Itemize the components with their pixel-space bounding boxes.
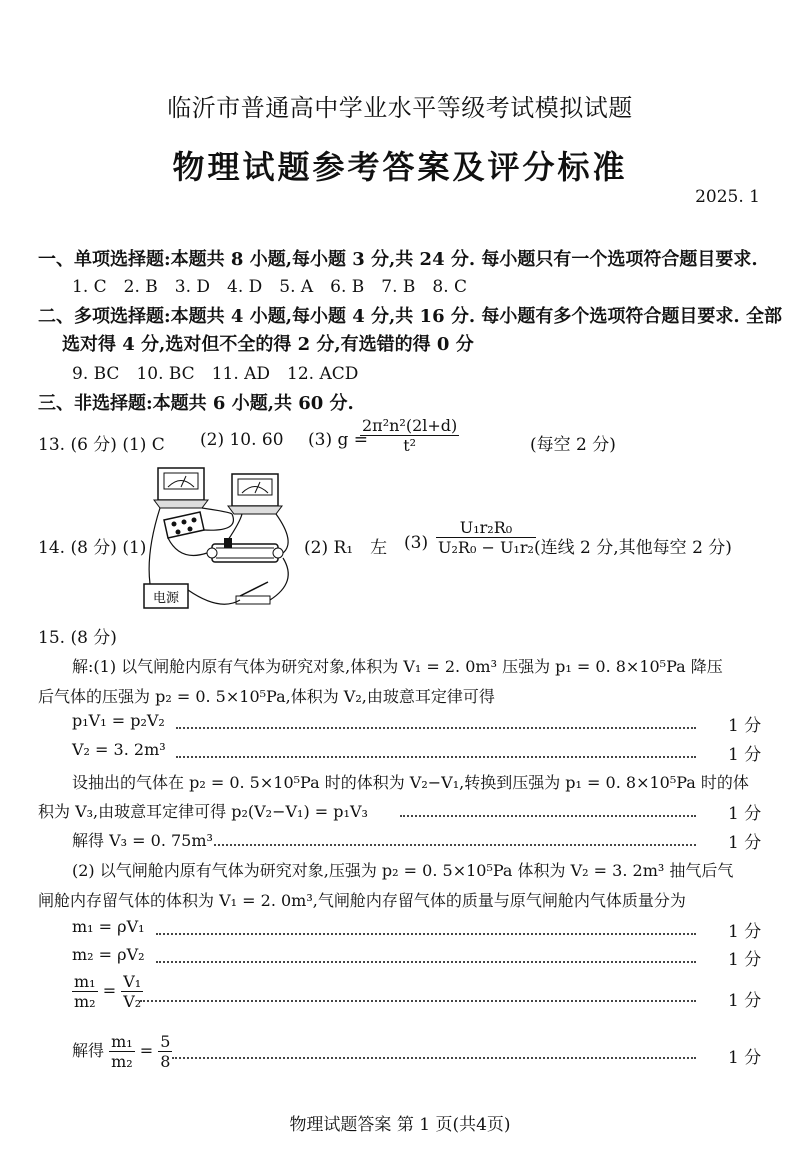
circuit-diagram	[140, 462, 300, 612]
q15-eq3-score: 1 分	[728, 833, 762, 853]
q13-part2: (2) 10. 60	[200, 430, 284, 450]
exam-title: 临沂市普通高中学业水平等级考试模拟试题	[167, 94, 633, 122]
leader-dots	[156, 961, 696, 963]
q15-eq6-den-left: m₂	[74, 992, 96, 1011]
leader-dots	[176, 756, 696, 758]
q15-eq5: m₂ = ρV₂	[72, 945, 145, 964]
q15-p2-line1: 设抽出的气体在 p₂ = 0. 5×10⁵Pa 时的体积为 V₂−V₁,转换到压强为 p₁ = 0. 8×10⁵Pa 时的体	[72, 773, 749, 792]
q14-part3-prefix: (3)	[404, 533, 429, 553]
q13-part3-prefix: (3) g =	[308, 430, 369, 450]
q13-formula-denominator: t²	[403, 436, 417, 455]
q15-p3-line2: 闸舱内存留气体的体积为 V₁ = 2. 0m³,气闸舱内存留气体的质量与原气闸舱内气体质量分为	[38, 891, 686, 910]
q15-eq7-prefix: 解得	[72, 1041, 105, 1060]
q14-note: (连线 2 分,其他每空 2 分)	[534, 538, 732, 558]
q15-eq6-score: 1 分	[728, 991, 762, 1011]
q14-formula-numerator: U₁r₂R₀	[436, 518, 536, 538]
section3-heading: 三、非选择题:本题共 6 小题,共 60 分.	[38, 393, 354, 414]
q15-eq6-num-left: m₁	[74, 972, 96, 991]
leader-dots	[172, 1057, 696, 1059]
q15-p3-line1: (2) 以气闸舱内原有气体为研究对象,压强为 p₂ = 0. 5×10⁵Pa 体积为 V₂ = 3. 2m³ 抽气后气	[72, 861, 734, 880]
leader-dots	[400, 815, 696, 817]
q15-eq6-den-right: V₂	[123, 992, 142, 1011]
q15-eq2-score: 1 分	[728, 745, 762, 765]
q15-p1-line2: 后气体的压强为 p₂ = 0. 5×10⁵Pa,体积为 V₂,由玻意耳定律可得	[38, 687, 495, 706]
section2-heading-line2: 选对得 4 分,选对但不全的得 2 分,有选错的得 0 分	[62, 334, 474, 355]
q15-eq6: $\frac{\text{m₁}}{\text{m₂}}$ = $\frac{\text{V₁}}{\text{V₂}}$	[74, 972, 142, 1011]
q13-formula-numerator: 2π²n²(2l+d)	[362, 416, 458, 435]
leader-dots	[214, 844, 696, 846]
leader-dots	[156, 933, 696, 935]
q15-p1-line1: 解:(1) 以气闸舱内原有气体为研究对象,体积为 V₁ = 2. 0m³ 压强为 p₁ = 0. 8×10⁵Pa 降压	[72, 657, 723, 676]
q13-note: (每空 2 分)	[530, 435, 616, 455]
q14-label: 14. (8 分) (1)	[38, 538, 147, 558]
q15-eq7-den-left: m₂	[111, 1052, 133, 1071]
switch-icon	[236, 582, 270, 604]
exam-date: 2025. 1	[695, 187, 760, 207]
q15-eq7-num-left: m₁	[111, 1032, 133, 1051]
q15-p2-line2: 积为 V₃,由玻意耳定律可得 p₂(V₂−V₁) = p₁V₃	[38, 802, 368, 821]
page-footer: 物理试题答案 第 1 页(共4页)	[289, 1115, 511, 1135]
q15-eq1: p₁V₁ = p₂V₂	[72, 711, 165, 730]
power-supply-icon	[144, 584, 188, 608]
resistance-box-icon	[164, 512, 204, 538]
q15-p2-score: 1 分	[728, 804, 762, 824]
answer-key-title: 物理试题参考答案及评分标准	[172, 148, 628, 186]
q14-formula-denominator: U₂R₀ − U₁r₂	[438, 538, 534, 557]
q13-label: 13. (6 分) (1) C	[38, 435, 165, 455]
leader-dots	[140, 1000, 696, 1002]
q15-eq1-score: 1 分	[728, 716, 762, 736]
rheostat-icon	[207, 538, 283, 562]
q13-formula	[360, 416, 459, 455]
voltmeter-icon	[228, 474, 282, 514]
q15-eq5-score: 1 分	[728, 950, 762, 970]
q14-formula	[436, 518, 536, 557]
leader-dots	[176, 727, 696, 729]
section1-answers: 1. C 2. B 3. D 4. D 5. A 6. B 7. B 8. C	[72, 277, 468, 297]
q15-eq4: m₁ = ρV₁	[72, 917, 145, 936]
q15-eq7-den-right: 8	[160, 1052, 171, 1071]
q15-eq6-num-right: V₁	[123, 972, 142, 991]
q15-eq4-score: 1 分	[728, 922, 762, 942]
ammeter-icon	[154, 468, 208, 508]
power-supply-label: 电源	[152, 591, 180, 606]
section2-heading-line1: 二、多项选择题:本题共 4 小题,每小题 4 分,共 16 分. 每小题有多个选项符合题目要求. 全部	[38, 306, 782, 327]
q15-eq7-score: 1 分	[728, 1048, 762, 1068]
section1-heading: 一、单项选择题:本题共 8 小题,每小题 3 分,共 24 分. 每小题只有一个选项符合题目要求.	[38, 249, 758, 270]
section2-answers: 9. BC 10. BC 11. AD 12. ACD	[72, 364, 359, 384]
q15-eq2: V₂ = 3. 2m³	[72, 740, 166, 759]
q15-eq7-num-right: 5	[160, 1032, 171, 1051]
q15-label: 15. (8 分)	[38, 628, 117, 648]
q15-eq7: 解得 $\frac{\text{m₁}}{\text{m₂}}$ = $\frac{5}{8}$	[72, 1032, 171, 1071]
q15-eq3: 解得 V₃ = 0. 75m³	[72, 831, 213, 850]
q14-part2: (2) R₁ 左	[304, 538, 388, 558]
